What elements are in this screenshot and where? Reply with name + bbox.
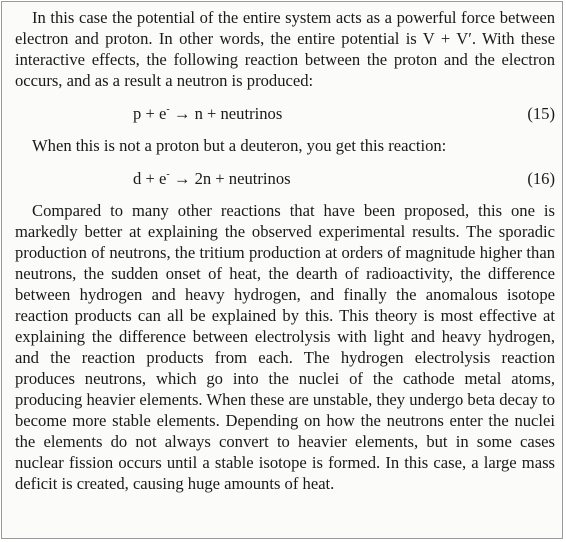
- equation-16: [15, 168, 555, 189]
- document-body: [15, 7, 555, 494]
- equation-15-rhs: → n + neutrinos: [169, 104, 283, 123]
- equation-15: [15, 103, 555, 124]
- equation-16-lhs: d + e: [133, 169, 167, 188]
- equation-16-number: (16): [527, 169, 555, 188]
- equation-15-number: (15): [527, 104, 555, 123]
- equation-15-expression: [133, 103, 282, 127]
- equation-16-charge: -: [166, 169, 170, 180]
- paragraph-3: Compared to many other reactions that have been proposed, this one is markedly better at explaining the observed experimental results. The sporadic production of neutrons, the tritium production at orders of magnitude higher than neutrons, the sudden onset of heat, the dearth of radioactivity, the difference between hydrogen and heavy hydrogen, and finally the anomalous isotope reaction products can all be explained by this. This theory is most effective at explaining the difference between electrolysis with light and heavy hydrogen, and the reaction products from each. The hydrogen electrolysis reaction produces neutrons, which go into the nuclei of the cathode metal atoms, producing heavier elements. When these are unstable, they undergo beta decay to become more stable elements. Depending on how the neutrons enter the nuclei the elements do not always convert to heavier elements, but in some cases nuclear fission occurs until a stable isotope is formed. In this case, a large mass deficit is created, causing huge amounts of heat.: [15, 201, 555, 493]
- equation-16-rhs: → 2n + neutrinos: [169, 169, 291, 188]
- page-frame: [1, 1, 563, 539]
- paragraph-2: When this is not a proton but a deuteron, you get this reaction:: [32, 136, 447, 155]
- equation-15-lhs: p + e: [133, 104, 167, 123]
- paragraph-1: In this case the potential of the entire system acts as a powerful force between electron and proton. In other words, the entire potential is V + V′. With these interactive effects, the following reaction between the proton and the electron occurs, and as a result a neutron is produced:: [15, 8, 555, 90]
- equation-16-expression: [133, 168, 291, 192]
- equation-15-charge: -: [166, 104, 170, 115]
